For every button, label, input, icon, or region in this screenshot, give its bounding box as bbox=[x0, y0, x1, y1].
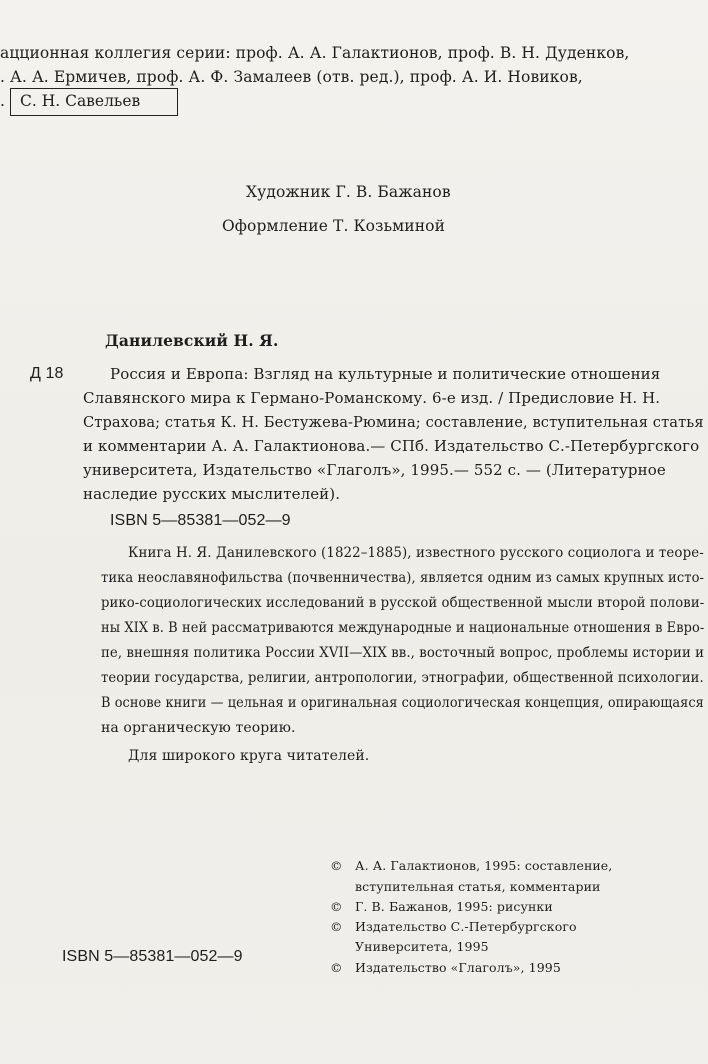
catalog-description-line: Россия и Европа: Взгляд на культурные и политические отношения bbox=[110, 365, 661, 383]
catalog-code: Д 18 bbox=[30, 365, 64, 382]
catalog-description-line: и комментарии А. А. Галактионова.— СПб. Издательство С.-Петербургского bbox=[83, 437, 700, 455]
annotation-line: ны XIX в. В ней рассматриваются международные и национальные отношения в Евро- bbox=[101, 620, 705, 636]
annotation-line: Книга Н. Я. Данилевского (1822–1885), известного русского социолога и теоре- bbox=[128, 545, 704, 561]
annotation-line: на органическую теорию. bbox=[101, 720, 296, 736]
copyright-symbol: © bbox=[330, 899, 343, 914]
copyright-symbol: © bbox=[330, 919, 343, 934]
artist-credit: Художник Г. В. Бажанов bbox=[246, 183, 451, 201]
copyright-line: Университета, 1995 bbox=[355, 939, 489, 954]
catalog-description-line: Славянского мира к Германо-Романскому. 6-е изд. / Предисловие Н. Н. bbox=[83, 389, 661, 407]
editorial-board-line-1: ацционная коллегия серии: проф. А. А. Галактионов, проф. В. Н. Дуденков, bbox=[0, 44, 630, 62]
copyright-line: вступительная статья, комментарии bbox=[355, 879, 601, 894]
annotation-line: теории государства, религии, антропологии, этнографии, общественной психологии. bbox=[101, 670, 704, 686]
catalog-description-line: университета, Издательство «Глаголъ», 1995.— 552 с. — (Литературное bbox=[83, 461, 666, 479]
annotation-line: тика неославянофильства (почвенничества), является одним из самых крупных исто- bbox=[101, 570, 705, 586]
copyright-line: Издательство «Глаголъ», 1995 bbox=[355, 960, 561, 975]
footer-isbn: ISBN 5—85381—052—9 bbox=[62, 948, 243, 965]
annotation-line: В основе книги — цельная и оригинальная социологическая концепция, опирающаяся bbox=[101, 695, 704, 711]
audience-note: Для широкого круга читателей. bbox=[128, 748, 370, 764]
catalog-isbn: ISBN 5—85381—052—9 bbox=[110, 512, 291, 529]
annotation-line: пе, внешняя политика России XVII—XIX вв., восточный вопрос, проблемы истории и bbox=[101, 645, 705, 661]
editorial-board-line-2: . А. А. Ермичев, проф. А. Ф. Замалеев (отв. ред.), проф. А. И. Новиков, bbox=[0, 68, 583, 86]
catalog-author-heading: Данилевский Н. Я. bbox=[105, 331, 279, 350]
design-credit: Оформление Т. Козьминой bbox=[222, 217, 446, 235]
annotation-line: рико-социологических исследований в русской общественной мысли второй полови- bbox=[101, 595, 705, 611]
boxed-name: С. Н. Савельев bbox=[20, 92, 141, 110]
copyright-line: Издательство С.-Петербургского bbox=[355, 919, 577, 934]
editorial-board-line-3-prefix: . bbox=[0, 92, 6, 110]
copyright-symbol: © bbox=[330, 960, 343, 975]
catalog-description-line: Страхова; статья К. Н. Бестужева-Рюмина; составление, вступительная статья bbox=[83, 413, 704, 431]
copyright-line: А. А. Галактионов, 1995: составление, bbox=[355, 858, 613, 873]
catalog-description-line: наследие русских мыслителей). bbox=[83, 485, 341, 503]
copyright-line: Г. В. Бажанов, 1995: рисунки bbox=[355, 899, 553, 914]
copyright-symbol: © bbox=[330, 858, 343, 873]
